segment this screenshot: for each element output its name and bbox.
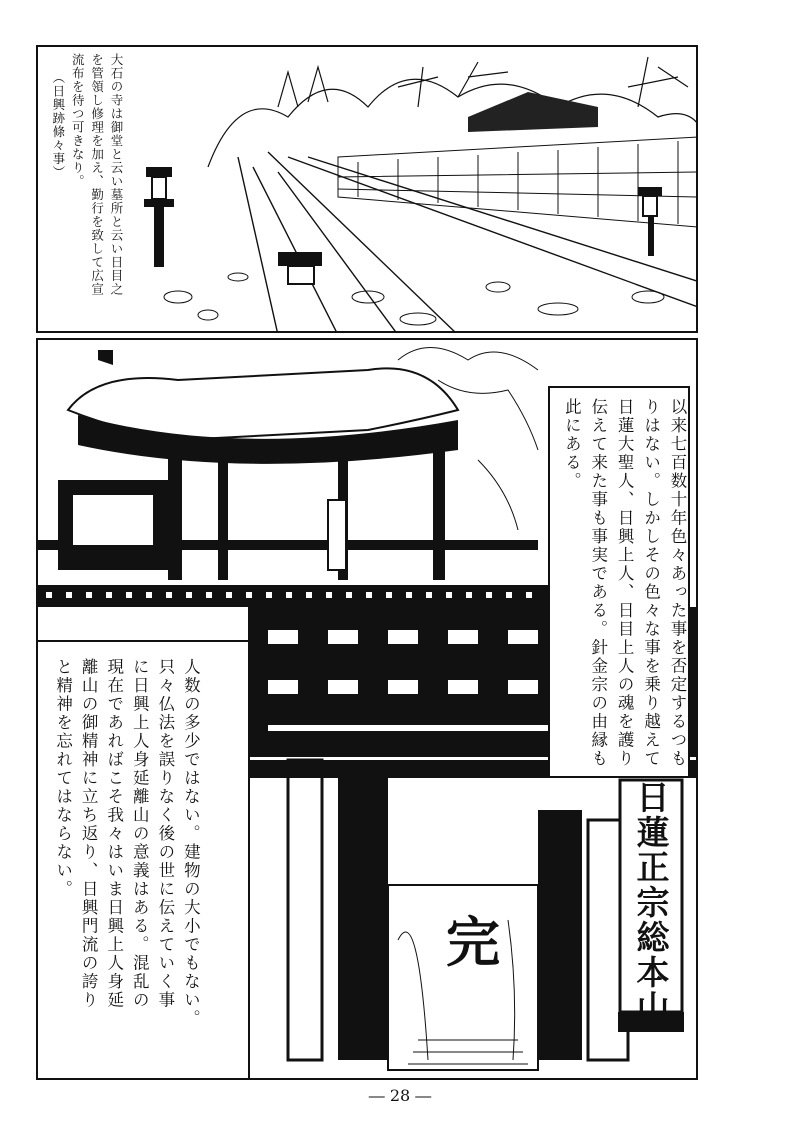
signboard-text: 日蓮正宗総本山 xyxy=(631,780,671,1025)
caption-line: を管領し修理を加え、勤行を致して広宣 xyxy=(89,53,105,296)
narration-line: 離山の御精神に立ち返り、日興門流の誇り xyxy=(79,658,99,1010)
narration-line: と精神を忘れてはならない。 xyxy=(53,658,73,899)
temple-signboard xyxy=(620,780,682,1025)
narration-line: 以来七百数十年色々あった事を否定するつも xyxy=(667,398,687,768)
narration-line: 此にある。 xyxy=(562,398,582,491)
narration-line: りはない。しかしその色々な事を乗り越えて xyxy=(641,398,661,768)
bottom-panel xyxy=(36,338,698,1080)
narration-line: に日興上人身延離山の意義はある。混乱の xyxy=(130,658,150,1010)
caption-line: 大石の寺は御堂と云い墓所と云い日目之 xyxy=(109,53,124,296)
narration-line: 只々仏法を誤りなく後の世に伝えていく事 xyxy=(155,658,175,1010)
page-number: ― 28 ― xyxy=(368,1086,432,1105)
narration-line: 現在であればこそ我々はいま日興上人身延 xyxy=(104,658,124,1010)
top-caption xyxy=(42,53,126,327)
narration-line: 人数の多少ではない。建物の大小でもない。 xyxy=(181,658,201,1028)
narration-line: 日蓮大聖人、日興上人、日目上人の魂を護り xyxy=(615,398,635,768)
caption-line: 流布を待つ可きなり。 xyxy=(70,53,86,188)
gate-plaque: 完 xyxy=(446,911,500,974)
temple-path-illustration xyxy=(38,47,698,333)
narration-box-right xyxy=(548,386,690,778)
narration-text xyxy=(50,658,203,1058)
caption-source: （日興跡條々事） xyxy=(50,71,66,179)
narration-text xyxy=(558,398,690,770)
top-panel xyxy=(36,45,698,333)
narration-box-left xyxy=(38,640,250,1080)
narration-line: 伝えて来た事も事実である。針金宗の由縁も xyxy=(588,398,608,768)
